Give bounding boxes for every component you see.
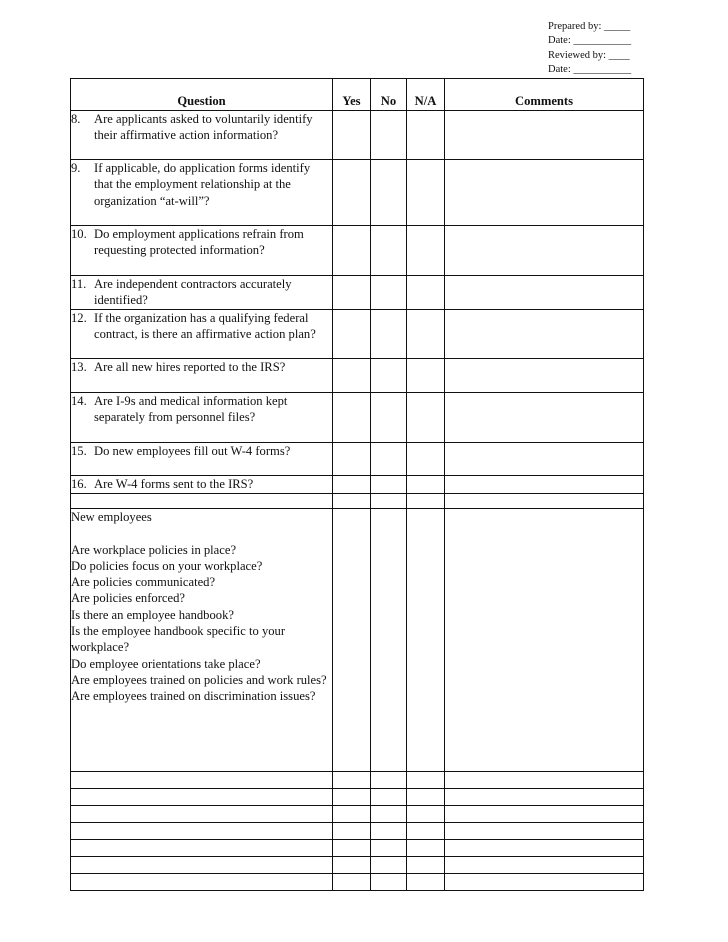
comments-cell[interactable] (445, 509, 644, 772)
question-number: 8. (71, 112, 81, 126)
no-cell[interactable] (371, 276, 407, 310)
table-row (71, 393, 644, 443)
comments-cell[interactable] (445, 160, 644, 226)
no-cell[interactable] (371, 111, 407, 160)
comments-cell[interactable] (445, 393, 644, 443)
prepared-by-line[interactable]: Prepared by: _____ (548, 21, 631, 32)
table-row (71, 111, 644, 160)
table-row (71, 276, 644, 310)
no-cell[interactable] (371, 494, 407, 509)
comments-cell[interactable] (445, 111, 644, 160)
no-cell[interactable] (371, 509, 407, 772)
header-row (71, 79, 644, 111)
na-cell[interactable] (407, 359, 445, 393)
yes-cell[interactable] (333, 359, 371, 393)
comments-cell[interactable] (445, 276, 644, 310)
yes-cell[interactable] (333, 509, 371, 772)
question-cell (71, 443, 333, 476)
comments-cell[interactable] (445, 476, 644, 494)
yes-cell[interactable] (333, 226, 371, 276)
yes-cell[interactable] (333, 476, 371, 494)
question-text: Are W-4 forms sent to the IRS? (94, 477, 254, 491)
checklist-table (70, 78, 644, 891)
question-cell (71, 393, 333, 443)
new-employees-row (71, 509, 644, 772)
question-cell (71, 276, 333, 310)
na-cell[interactable] (407, 226, 445, 276)
list-item: Is the employee handbook specific to your workplace? (71, 624, 286, 655)
blank-row (71, 789, 644, 806)
na-cell[interactable] (407, 111, 445, 160)
list-item: Are employees trained on policies and work rules? (71, 672, 327, 687)
question-number: 10. (71, 227, 87, 241)
blank-row (71, 772, 644, 789)
na-cell[interactable] (407, 276, 445, 310)
comments-cell[interactable] (445, 443, 644, 476)
na-cell[interactable] (407, 443, 445, 476)
table-row (71, 476, 644, 494)
yes-cell[interactable] (333, 160, 371, 226)
reviewed-by-line[interactable]: Reviewed by: ____ (548, 49, 630, 61)
yes-cell[interactable] (333, 393, 371, 443)
question-number: 11. (71, 277, 87, 291)
new-employees-heading: New employees (71, 510, 152, 524)
header-comments: Comments (445, 79, 644, 111)
blank-row (71, 840, 644, 857)
new-employees-cell (71, 509, 333, 772)
list-item: Are policies communicated? (71, 575, 216, 590)
header-na: N/A (407, 79, 445, 111)
table-row (71, 359, 644, 393)
header-yes: Yes (333, 79, 371, 111)
prepared-date-line[interactable]: Date: ___________ (548, 35, 632, 47)
no-cell[interactable] (371, 443, 407, 476)
question-number: 14. (71, 394, 87, 408)
blank-row (71, 857, 644, 874)
yes-cell[interactable] (333, 111, 371, 160)
na-cell[interactable] (407, 476, 445, 494)
blank-row (71, 494, 644, 509)
question-text: Are applicants asked to voluntarily identify their affirmative action information? (94, 112, 313, 143)
table-row (71, 226, 644, 276)
yes-cell[interactable] (333, 494, 371, 509)
question-text: Are I-9s and medical information kept separately from personnel files? (94, 394, 288, 425)
no-cell[interactable] (371, 226, 407, 276)
question-number: 12. (71, 311, 87, 325)
question-text: Do new employees fill out W-4 forms? (94, 444, 291, 458)
header-question: Question (71, 79, 333, 111)
comments-cell[interactable] (445, 494, 644, 509)
question-text: Are all new hires reported to the IRS? (94, 360, 286, 374)
no-cell[interactable] (371, 393, 407, 443)
reviewed-date-line[interactable]: Date: ___________ (548, 64, 632, 76)
question-text: If applicable, do application forms identify that the employment relationship at the organization “at-will”? (94, 161, 311, 208)
question-text: Are independent contractors accurately identified? (94, 277, 292, 308)
question-number: 13. (71, 360, 87, 374)
no-cell[interactable] (371, 160, 407, 226)
question-number: 15. (71, 444, 87, 458)
question-number: 9. (71, 161, 81, 175)
yes-cell[interactable] (333, 276, 371, 310)
prepared-block (548, 20, 644, 78)
list-item: Do employee orientations take place? (71, 656, 261, 671)
header-no: No (371, 79, 407, 111)
comments-cell[interactable] (445, 310, 644, 359)
yes-cell[interactable] (333, 443, 371, 476)
comments-cell[interactable] (445, 359, 644, 393)
no-cell[interactable] (371, 359, 407, 393)
list-item: Do policies focus on your workplace? (71, 558, 263, 573)
na-cell[interactable] (407, 393, 445, 443)
blank-row (71, 806, 644, 823)
no-cell[interactable] (371, 310, 407, 359)
question-cell (71, 111, 333, 160)
yes-cell[interactable] (333, 310, 371, 359)
table-row (71, 160, 644, 226)
list-item: Are employees trained on discrimination issues? (71, 689, 316, 704)
question-number: 16. (71, 477, 87, 491)
list-item: Are workplace policies in place? (71, 542, 237, 557)
na-cell[interactable] (407, 310, 445, 359)
question-cell (71, 310, 333, 359)
na-cell[interactable] (407, 509, 445, 772)
blank-row (71, 823, 644, 840)
question-text: Do employment applications refrain from requesting protected information? (94, 227, 304, 258)
table-row (71, 443, 644, 476)
question-cell (71, 359, 333, 393)
question-cell (71, 160, 333, 226)
comments-cell[interactable] (445, 226, 644, 276)
question-text: If the organization has a qualifying federal contract, is there an affirmative action plan? (94, 311, 316, 342)
list-item: Are policies enforced? (71, 591, 185, 606)
list-item: Is there an employee handbook? (71, 607, 234, 622)
no-cell[interactable] (371, 476, 407, 494)
blank-row (71, 874, 644, 891)
question-cell (71, 226, 333, 276)
na-cell[interactable] (407, 494, 445, 509)
question-cell (71, 476, 333, 494)
na-cell[interactable] (407, 160, 445, 226)
table-row (71, 310, 644, 359)
spacer (71, 525, 332, 541)
